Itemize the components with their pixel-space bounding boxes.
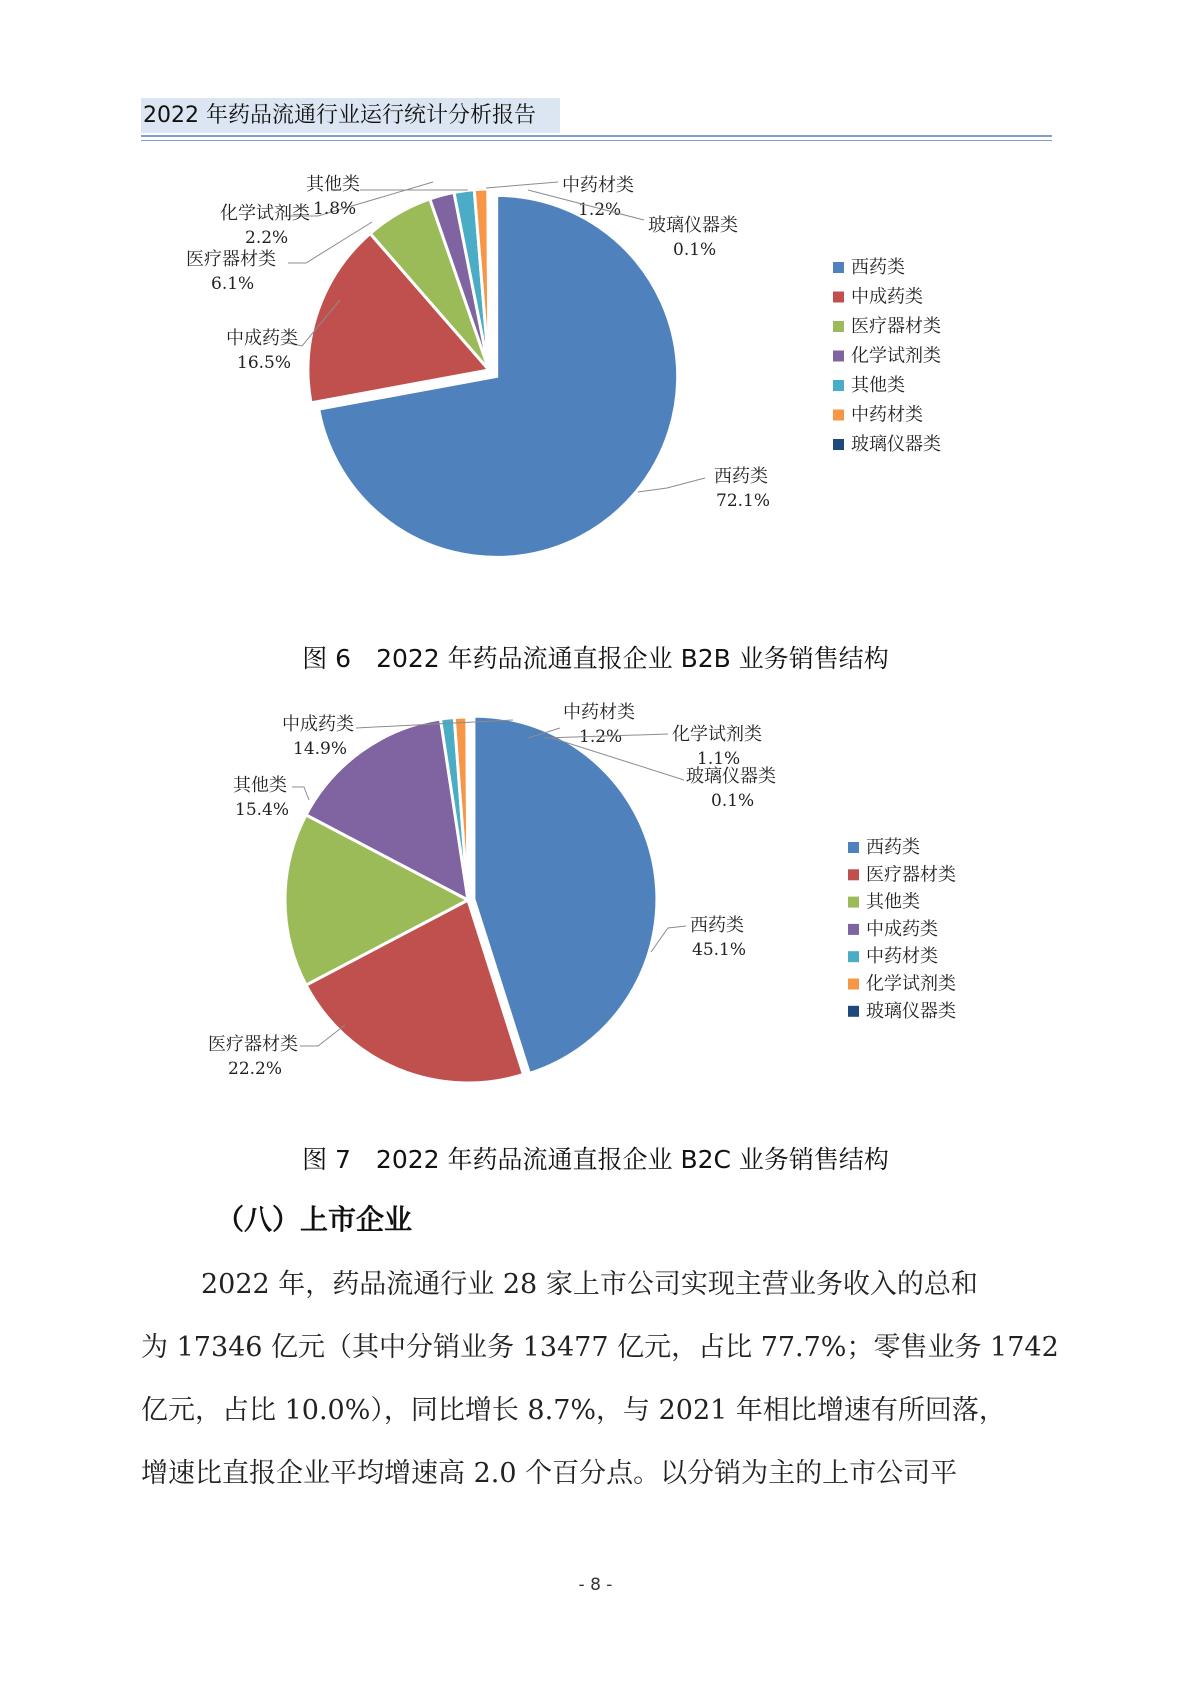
legend-label: 西药类 xyxy=(851,257,905,278)
legend xyxy=(833,257,941,455)
slice-percent-label: 15.4% xyxy=(235,800,290,820)
slice-category-label: 其他类 xyxy=(306,174,360,195)
legend-swatch xyxy=(833,439,844,450)
pie-slice-7 xyxy=(488,189,489,370)
figure-7-caption: 图 7 2022 年药品流通直报企业 B2C 业务销售结构 xyxy=(302,1145,889,1174)
pie-chart-b2b xyxy=(0,170,1191,610)
pie-slice-7 xyxy=(467,717,468,900)
legend-label: 玻璃仪器类 xyxy=(851,434,941,455)
leader-line xyxy=(638,478,705,492)
legend-swatch xyxy=(848,951,859,962)
slice-category-label: 中成药类 xyxy=(226,328,298,349)
slice-percent-label: 72.1% xyxy=(716,491,771,511)
legend-swatch xyxy=(833,262,844,273)
slice-category-label: 中药材类 xyxy=(563,702,635,723)
legend-swatch xyxy=(848,1006,859,1017)
legend-swatch xyxy=(848,979,859,990)
legend-swatch xyxy=(833,292,844,303)
pie-chart-b2c xyxy=(0,690,1191,1130)
legend-label: 玻璃仪器类 xyxy=(866,1000,956,1022)
slice-percent-label: 2.2% xyxy=(245,228,289,248)
legend-swatch xyxy=(848,869,859,880)
legend-label: 西药类 xyxy=(866,837,920,858)
slice-percent-label: 0.1% xyxy=(673,240,717,260)
paragraph-line-3: 亿元，占比 10.0%），同比增长 8.7%，与 2021 年相比增速有所回落， xyxy=(141,1395,1006,1426)
paragraph-line-1: 2022 年，药品流通行业 28 家上市公司实现主营业务收入的总和 xyxy=(201,1269,978,1300)
legend-label: 中成药类 xyxy=(851,286,923,308)
slice-category-label: 其他类 xyxy=(233,775,287,796)
legend-label: 化学试剂类 xyxy=(851,345,941,367)
slice-category-label: 西药类 xyxy=(690,915,744,936)
legend-label: 医疗器材类 xyxy=(851,316,941,337)
leader-line xyxy=(486,182,558,188)
slice-percent-label: 1.2% xyxy=(578,200,622,220)
pie-slices xyxy=(308,189,678,557)
slice-percent-label: 1.2% xyxy=(579,727,623,747)
slice-category-label: 玻璃仪器类 xyxy=(686,766,776,787)
slice-category-label: 西药类 xyxy=(714,466,768,487)
slice-category-label: 化学试剂类 xyxy=(672,724,762,745)
paragraph-line-2: 为 17346 亿元（其中分销业务 13477 亿元，占比 77.7%；零售业务 1742 xyxy=(141,1332,1059,1363)
report-title: 2022 年药品流通行业运行统计分析报告 xyxy=(143,103,536,128)
slice-category-label: 中成药类 xyxy=(282,714,354,735)
slice-category-label: 中药材类 xyxy=(562,175,634,196)
legend-label: 中药材类 xyxy=(866,946,938,968)
legend-swatch xyxy=(833,380,844,391)
slice-percent-label: 1.8% xyxy=(313,199,357,219)
legend-swatch xyxy=(848,897,859,908)
slice-percent-label: 22.2% xyxy=(228,1059,283,1079)
paragraph-line-4: 增速比直报企业平均增速高 2.0 个百分点。以分销为主的上市公司平 xyxy=(141,1458,958,1489)
legend-swatch xyxy=(833,321,844,332)
slice-category-label: 化学试剂类 xyxy=(220,203,310,224)
legend-label: 其他类 xyxy=(851,375,905,396)
legend-label: 其他类 xyxy=(866,891,920,913)
leader-line xyxy=(651,926,686,952)
header-rule xyxy=(141,135,1052,137)
legend-swatch xyxy=(848,842,859,853)
header-rule-thin xyxy=(141,140,1052,141)
legend-label: 中药材类 xyxy=(851,404,923,426)
slice-category-label: 玻璃仪器类 xyxy=(648,215,738,236)
slice-percent-label: 16.5% xyxy=(237,353,292,373)
legend-swatch xyxy=(848,924,859,935)
slice-percent-label: 45.1% xyxy=(692,940,747,960)
page-number: - 8 - xyxy=(578,1575,613,1595)
legend-label: 中成药类 xyxy=(866,918,938,940)
legend-label: 医疗器材类 xyxy=(866,864,956,886)
slice-percent-label: 0.1% xyxy=(711,791,755,811)
leader-line xyxy=(292,787,309,800)
legend-swatch xyxy=(833,351,844,362)
legend-swatch xyxy=(833,410,844,421)
slice-percent-label: 1.1% xyxy=(697,749,741,769)
slice-category-label: 医疗器材类 xyxy=(208,1034,298,1055)
legend-label: 化学试剂类 xyxy=(866,973,956,995)
legend xyxy=(848,837,956,1022)
figure-6-caption: 图 6 2022 年药品流通直报企业 B2B 业务销售结构 xyxy=(302,644,889,673)
slice-percent-label: 6.1% xyxy=(211,274,255,294)
slice-category-label: 医疗器材类 xyxy=(186,249,276,270)
section-heading: （八）上市企业 xyxy=(216,1203,413,1236)
slice-percent-label: 14.9% xyxy=(293,739,348,759)
